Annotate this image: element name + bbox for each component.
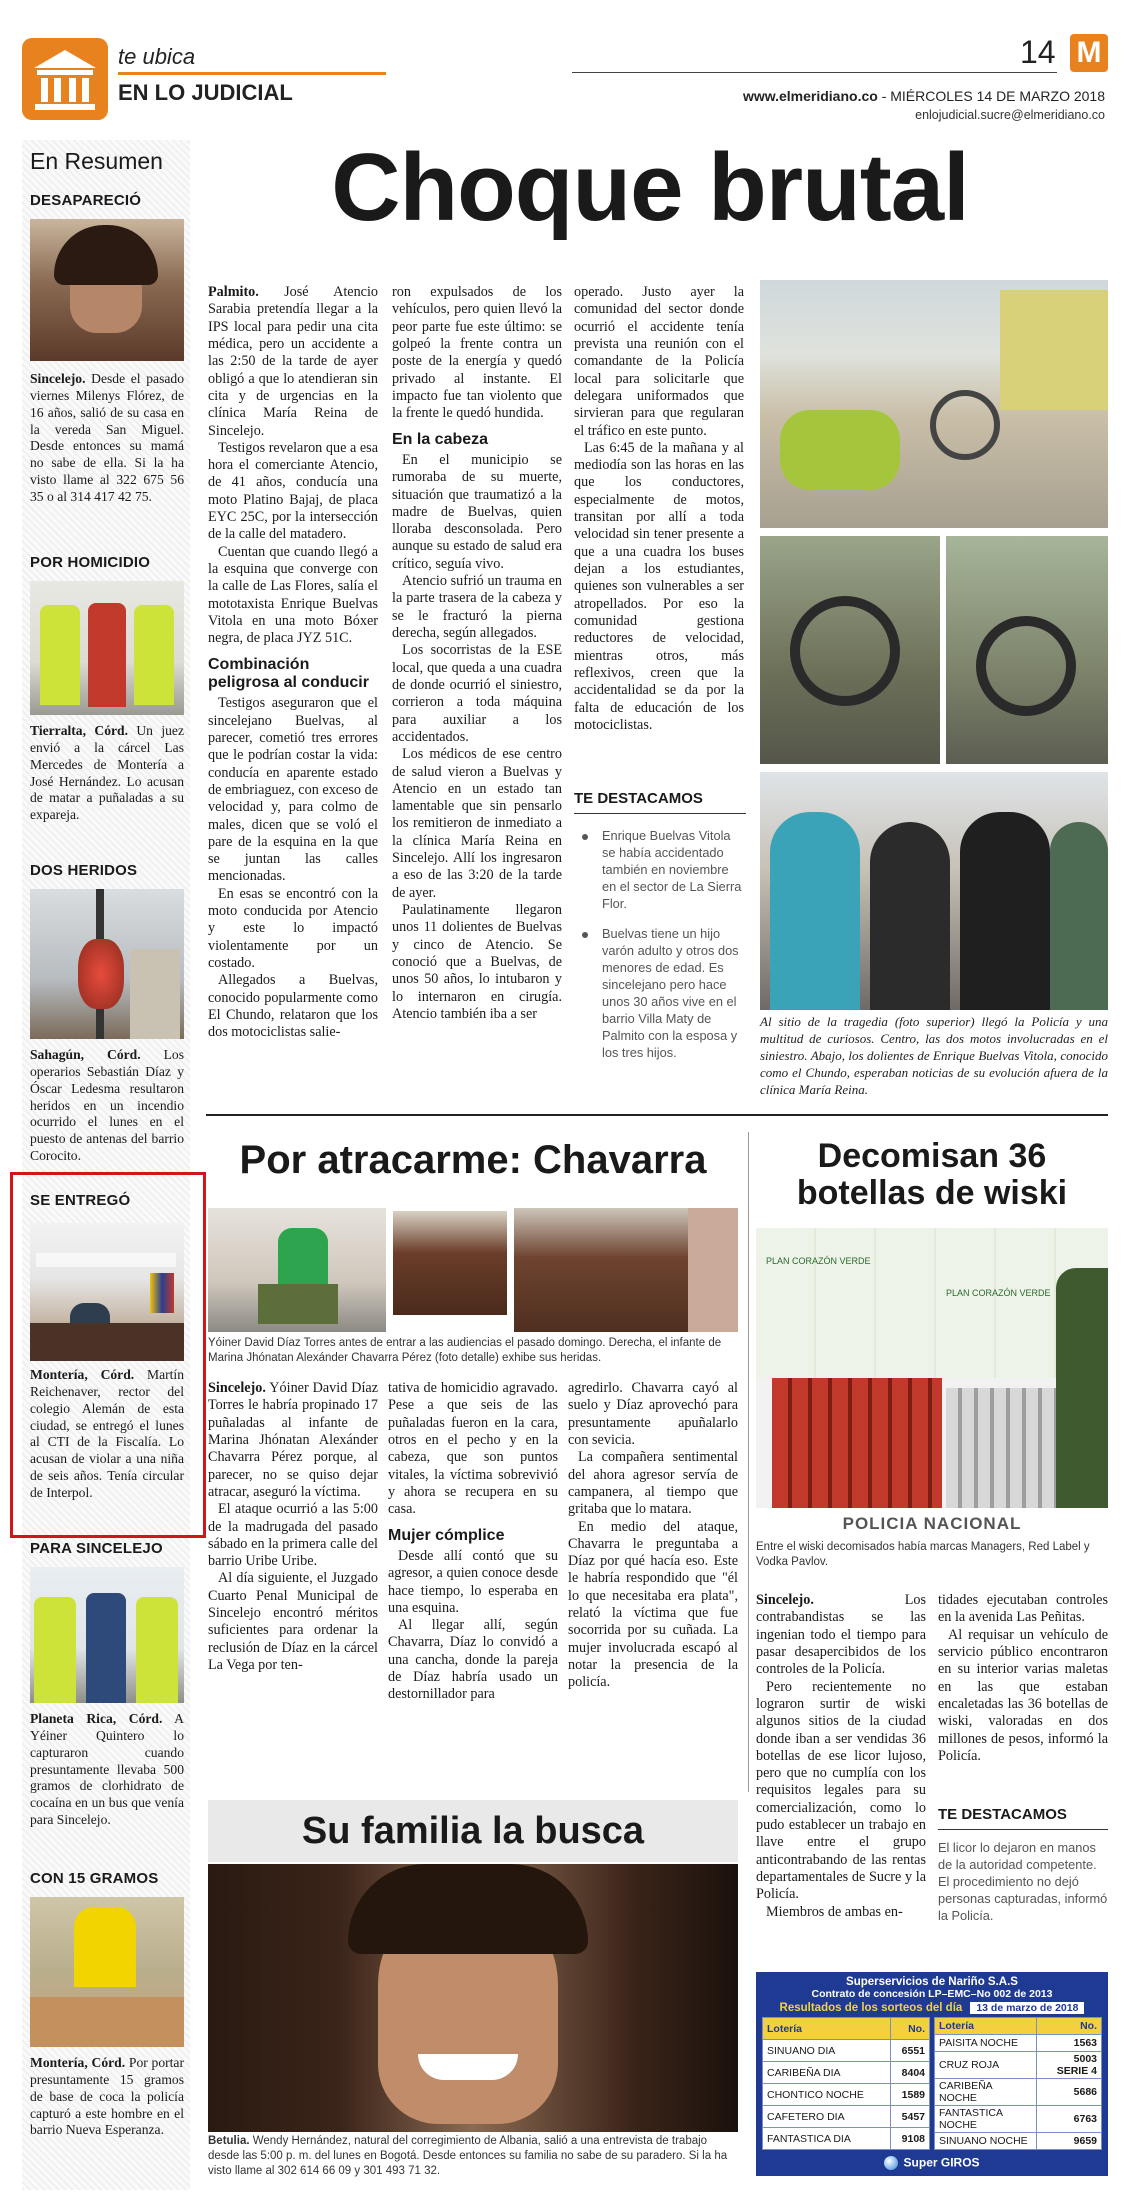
subheading: Mujer cómplice — [388, 1526, 505, 1544]
missing-woman-photo — [208, 1864, 738, 2132]
story2-headline: Por atracarme: Chavarra — [239, 1138, 707, 1182]
main-col-2: ron expulsados de los vehículos, pero quien llevó la peor parte fue este último: se golpeó la frente contra un poste de la energía y quedó privado al instante. El impacto fue tan violento que la frente le quedó hundida. En la cabeza En el municipio se rumoraba de su muerte, situación que traumatizó a la madre de Buelvas, quien lloraba desconsolada. Pero aunque su estado de salud era crítico, seguía vivo. Atencio sufrió un trauma en la parte trasera de la cabeza y se le fracturó la pierna derecha, según allegados. Los socorristas de la ESE local, que queda a una cuadra de donde ocurrió el siniestro, corrieron a toda máquina para auxiliar a los accidentados. Los médicos de ese centro de salud vieron a Buelvas y Atencio en un estado tan lamentable que sin pensarlo los remitieron de inmediato a la clínica María Reina en Sincelejo. Allí los ingresaron a eso de las 3:20 de la tarde de ayer. Paulatinamente llegaron unos 11 dolientes de Buelvas y cinco de Atencio. Se conoció que a Buelvas, de unos 50 años, lo intubaron y lo internaron en cirugía. Atencio también iba a ser — [392, 284, 562, 1022]
crash-scene-photo — [760, 280, 1108, 528]
sidebar-item-head: CON 15 GRAMOS — [30, 1870, 159, 1887]
antenna-fire-photo — [30, 889, 184, 1039]
destacamos-title: TE DESTACAMOS — [574, 790, 746, 814]
destacamos-text: El licor lo dejaron en manos de la autoridad competente. El procedimiento no dejó personas capturadas, informó la Policía. — [938, 1840, 1108, 1923]
main-col-3: operado. Justo ayer la comunidad del sector donde ocurrió el accidente tenía prevista una reunión con el comandante de la Policía local para solicitarle que delegara uniformados que sirvieran para que regularan el tráfico en este punto. Las 6:45 de la mañana y al mediodía son las horas en las que los conductores, especialmente de motos, transitan por allí a toda velocidad sin tener presente a que a una cuadra los buses dejan a los estudiantes, quienes son vulnerables a ser atropellados. Por eso la comunidad gestiona reductores de velocidad, mientras otros, más reflexivos, creen que la accidentalidad se da por la falta de educación de los motociclistas. — [574, 284, 744, 733]
subheading: Combinación peligrosa al conducir — [208, 655, 369, 691]
sidebar-item-text: Planeta Rica, Córd. A Yéiner Quintero lo capturaron cuando presuntamente llevaba 500 gramos de clorhidrato de cocaína en un bus que venía para Sincelejo. — [30, 1711, 184, 1828]
section-logo — [22, 38, 108, 120]
sidebar-item-dos-heridos — [30, 862, 184, 1165]
supergiros-logo: Super GIROS — [758, 2152, 1106, 2171]
sidebar-item-text: Sincelejo. Desde el pasado viernes Milenys Flórez, de 16 años, salió de su casa en la vereda San Miguel. Desde entonces su mamá no sabe de ella. Si la ha visto llame al 322 675 56 35 o al 314 417 42 75. — [30, 371, 184, 504]
plan-banner-text: PLAN CORAZÓN VERDE — [766, 1256, 871, 1266]
globe-icon — [884, 2156, 898, 2170]
motorcycle-photo-right — [946, 536, 1108, 764]
sidebar-item-con-15-gramos — [30, 1870, 184, 2139]
courthouse-icon — [22, 38, 108, 120]
detainee-police-photo — [30, 581, 184, 715]
sidebar-item-text: Sahagún, Córd. Los operarios Sebastián Díaz y Óscar Ledesma resultaron heridos en un incendio ocurrido el lunes en el puesto de antenas del barrio Corocito. — [30, 1047, 184, 1164]
courtroom-photo — [30, 1223, 184, 1361]
mourners-photo — [760, 772, 1108, 1010]
lottery-row: FANTASTICA NOCHE 6763 — [935, 2106, 1102, 2133]
site-url[interactable]: www.elmeridiano.co — [742, 88, 878, 104]
victim-back-photo — [514, 1208, 738, 1332]
lottery-row: FANTASTICA DIA 9108 — [763, 2128, 930, 2150]
te-destacamos-story3 — [938, 1806, 1108, 1924]
sidebar-item-text: Montería, Córd. Por portar presuntamente 15 gramos de base de coca la policía capturó a este hombre en el barrio Nueva Esperanza. — [30, 2055, 184, 2138]
story4-caption: Betulia. Wendy Hernández, natural del corregimiento de Albania, salió a una entrevista de trabajo desde las 5:00 p. m. del lunes en Bogotá. Desde entonces su familia no sabe de su paradero. Si la ha visto llame al 302 614 66 09 y 301 493 71 32. — [208, 2135, 728, 2177]
header-rule — [572, 72, 1057, 73]
captured-man-photo — [30, 1567, 184, 1703]
main-photo-caption: Al sitio de la tragedia (foto superior) llegó la Policía y una multitud de curiosos. Centro, las dos motos involucradas en el siniestro. Abajo, los dolientes de Enrique Buelvas Vitola, conocido como el Chundo, esperaban noticias de su evolución afuera de la clínica María Reina. — [760, 1014, 1108, 1097]
story3-col-2: tidades ejecutaban controles en la avenida Las Peñitas. Al requisar un vehículo de servicio público encontraron en su interior varias maletas en las que estaban encaletadas las 36 botellas de wiski, valoradas en dos millones de pesos, informó la Policía. — [938, 1592, 1108, 1764]
lottery-row: CHONTICO NOCHE 1589 — [763, 2084, 930, 2106]
sidebar-item-homicidio — [30, 554, 184, 824]
lottery-contract: Contrato de concesión LP–EMC–No 002 de 2013 — [811, 1988, 1053, 2000]
story3-col-1: Sincelejo. Los contrabandistas se las ingenian todo el tiempo para pasar desapercibidos de los controles de la Policía. Pero recientemente no lograron surtir de wiski algunos sitios de la ciudad donde iban a ser vendidas 36 botellas de ese licor lujoso, pero que no cumplía con los requisitos legales para su comercialización, como lo pudo establecer un trabajo en llave entre el grupo anticontrabando de las rentas departamentales de Sucre y la Policía. Miembros de ambas en- — [756, 1592, 926, 1920]
sidebar-item-head: SE ENTREGÓ — [30, 1192, 131, 1209]
drug-seizure-photo — [30, 1897, 184, 2047]
motorcycle-photo-left — [760, 536, 940, 764]
section-label-small: te ubica — [118, 44, 196, 69]
lottery-company: Superservicios de Nariño S.A.S — [846, 1976, 1018, 1988]
sidebar-item-text: Montería, Córd. Martín Reichenaver, rector del colegio Alemán de esta ciudad, se entregó el lunes al CTI de la Fiscalía. Lo acusan de violar a una niña de seis años. Tenía circular de Interpol. — [30, 1367, 184, 1500]
lottery-row: CAFETERO DIA 5457 — [763, 2106, 930, 2128]
issue-date: - MIÉRCOLES 14 DE MARZO 2018 — [877, 88, 1105, 104]
main-headline: Choque brutal — [331, 134, 969, 241]
meridiano-logo: M — [1070, 34, 1108, 72]
sidebar-item-se-entrego — [30, 1192, 184, 1502]
lottery-row: SINUANO DIA 6551 — [763, 2040, 930, 2062]
sidebar-item-head: PARA SINCELEJO — [30, 1540, 163, 1557]
sidebar-item-desaparecio — [30, 192, 184, 506]
lottery-row: SINUANO NOCHE 9659 — [935, 2133, 1102, 2150]
lottery-date: 13 de marzo de 2018 — [970, 2002, 1084, 2014]
suspect-photo — [208, 1208, 386, 1332]
story3-headline: Decomisan 36 botellas de wiski — [796, 1137, 1068, 1212]
sidebar-title: En Resumen — [30, 148, 163, 174]
sidebar-item-head: POR HOMICIDIO — [30, 554, 151, 571]
story3-caption: Entre el wiski decomisados había marcas Managers, Red Label y Vodka Pavlov. — [756, 1541, 1090, 1568]
destacamos-item: Enrique Buelvas Vitola se había accidentado también en noviembre en el sector de La Sierra Flor. — [574, 828, 746, 912]
story-divider-vertical — [748, 1132, 749, 1792]
lottery-results-label: Resultados de los sorteos del día — [779, 2002, 963, 2014]
page-number: 14 — [1020, 34, 1056, 70]
destacamos-title: TE DESTACAMOS — [938, 1806, 1108, 1830]
missing-girl-photo — [30, 219, 184, 361]
sidebar-item-head: DOS HERIDOS — [30, 862, 138, 879]
story2-col-2: tativa de homicidio agravado. Pese a que seis de las puñaladas fueron en la cara, otros en el pecho y en la cabeza, que son puntos vitales, la víctima sobrevivió y ahora se recupera en su casa. Mujer cómplice Desde allí contó que su agresor, a quien conoce desde hace tiempo, lo esperaba en una esquina. Al llegar allí, según Chavarra, Díaz lo convidó a una cancha, donde la pareja de Díaz habría usado un destornillador para — [388, 1380, 558, 1703]
lottery-row: PAISITA NOCHE 1563 — [935, 2035, 1102, 2052]
section-email[interactable]: enlojudicial.sucre@elmeridiano.co — [915, 108, 1105, 122]
main-bottom-rule — [206, 1114, 1108, 1116]
site-date — [743, 88, 1105, 104]
sidebar-item-para-sincelejo — [30, 1540, 184, 1829]
sidebar-item-text: Tierralta, Córd. Un juez envió a la cárcel Las Mercedes de Montería a José Hernández. Lo acusan de matar a puñaladas a su expareja. — [30, 723, 184, 823]
whisky-seizure-photo — [756, 1228, 1108, 1508]
story2-col-3: agredirlo. Chavarra cayó al suelo y Díaz aprovechó para presuntamente apuñalarlo con sevicia. La compañera sentimental del ahora agresor servía de campanera, al tiempo que gritaba que lo matara. En medio del ataque, Chavarra le preguntaba a Díaz por qué hacía eso. Este le habría respondido que "él lo que necesitaba era plata", relató la víctima que fue socorrida por su cuñada. La mujer involucrada escapó al notar la presencia de la policía. — [568, 1380, 738, 1691]
lottery-table-right: Lotería No. PAISITA NOCHE 1563 CRUZ ROJA 5003 SERIE 4 CARIBEÑA NOCHE 5686 FANTASTICA NOCHE 6763 SINUANO NOCHE 9659 — [934, 2017, 1102, 2150]
te-destacamos-main — [574, 790, 746, 1076]
lottery-row: CARIBEÑA DIA 8404 — [763, 2062, 930, 2084]
story2-caption: Yóiner David Díaz Torres antes de entrar a las audiencias el pasado domingo. Derecha, el infante de Marina Jhónatan Alexánder Chavarra Pérez (foto detalle) exhibe sus heridas. — [208, 1337, 722, 1364]
main-col-1: Palmito. José Atencio Sarabia pretendía llegar a la IPS local para pedir una cita médica, pero un accidente a las 2:50 de la tarde de ayer obligó a que lo atendieran sin cita y de urgencias en la clínica María Reina de Sincelejo. Testigos revelaron que a esa hora el comerciante Atencio, de 41 años, conducía una moto Platino Bajaj, de placa EYC 25C, por la intersección de la calle del matadero. Cuentan que cuando llegó a la esquina que converge con la calle de Las Flores, salía el mototaxista Enrique Buelvas Vitola en una moto Bóxer negra, de placa JYZ 51C. Combinación peligrosa al conducir Testigos aseguraron que el sincelejano Buelvas, al parecer, cometió tres errores que le podrían costar la vida: conducía en aparente estado de embriaguez, con exceso de velocidad y, para colmo de males, dicen que se voló el pare de la esquina en la que se juntan las calles mencionadas. En esas se encontró con la moto conducida por Atencio y este lo impactó violentamente por un costado. Allegados a Buelvas, conocido popularmente como El Chundo, relataron que los dos motociclistas salie- — [208, 284, 378, 1041]
police-sign: POLICIA NACIONAL — [842, 1514, 1022, 1533]
victim-face-photo — [390, 1208, 510, 1318]
section-label-big: EN LO JUDICIAL — [118, 80, 293, 105]
lottery-row: CRUZ ROJA 5003 SERIE 4 — [935, 2052, 1102, 2079]
destacamos-item: Buelvas tiene un hijo varón adulto y otros dos menores de edad. Es sincelejano pero hace unos 30 años vive en el barrio Villa Maty de Palmito con la esposa y los tres hijos. — [574, 926, 746, 1061]
plan-banner-text: PLAN CORAZÓN VERDE — [946, 1288, 1051, 1298]
lottery-row: CARIBEÑA NOCHE 5686 — [935, 2079, 1102, 2106]
lottery-box — [756, 1972, 1108, 2176]
story4-headline: Su familia la busca — [301, 1810, 645, 1852]
lottery-table-left: Lotería No. SINUANO DIA 6551 CARIBEÑA DIA 8404 CHONTICO NOCHE 1589 CAFETERO DIA 5457 FANTASTICA DIA 9108 — [762, 2017, 930, 2150]
subheading: En la cabeza — [392, 430, 489, 448]
section-orange-line — [118, 72, 386, 75]
sidebar-item-head: DESAPARECIÓ — [30, 192, 142, 209]
story2-col-1: Sincelejo. Yóiner David Díaz Torres le habría propinado 17 puñaladas al infante de Marina Jhónatan Alexánder Chavarra Pérez porque, al parecer, no se quiso dejar atracar, aseguró la víctima. El ataque ocurrió a las 5:00 de la madrugada del pasado sábado en la primera calle del barrio Uribe Uribe. Al día siguiente, el Juzgado Cuarto Penal Municipal de Sincelejo encontró méritos suficientes para ordenar la reclusión de Díaz en la cárcel La Vega por ten- — [208, 1380, 378, 1673]
